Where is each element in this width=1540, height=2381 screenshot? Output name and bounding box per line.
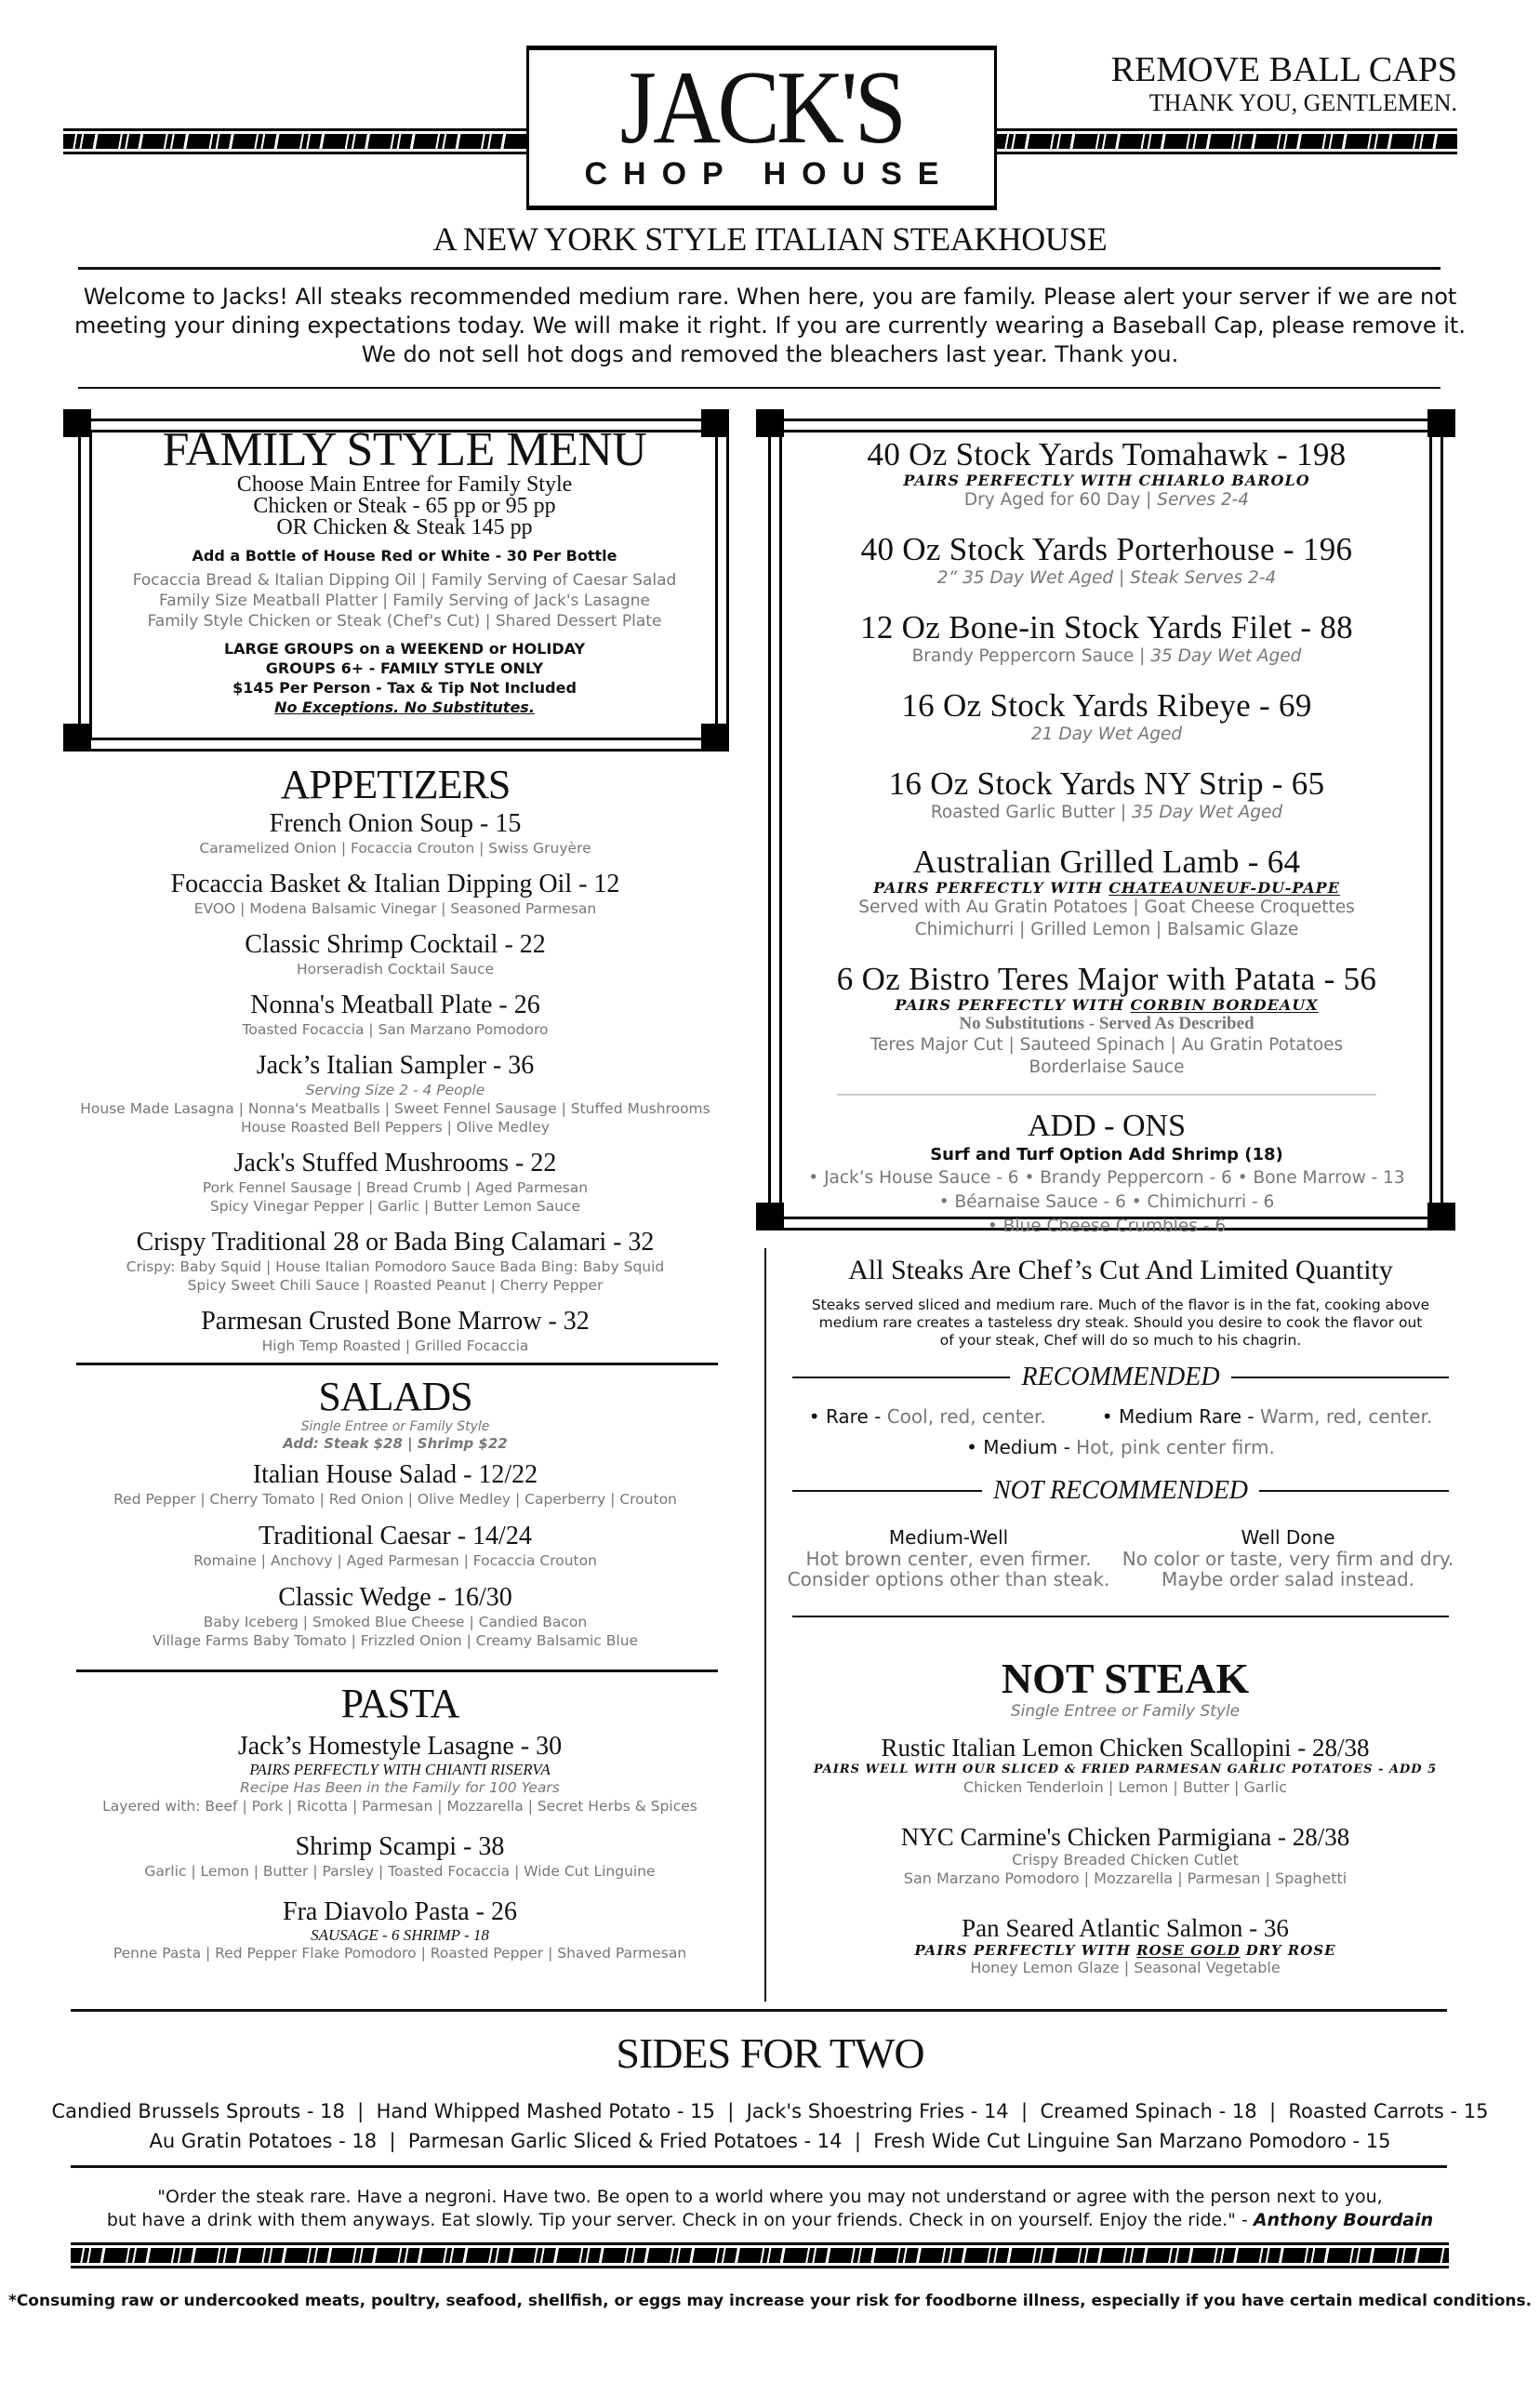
quote-line: "Order the steak rare. Have a negroni. Have two. Be open to a world where you may not understand or agree with the person next to you, — [157, 2187, 1383, 2207]
decorative-band-left — [63, 128, 528, 154]
menu-item — [56, 1228, 735, 1295]
doneness-desc: Hot brown center, even firmer. — [805, 1548, 1092, 1570]
caps-title: REMOVE BALL CAPS — [1110, 50, 1457, 89]
item-description: Village Farms Baby Tomato | Frizzled Onion | Creamy Balsamic Blue — [152, 1632, 639, 1649]
rule — [792, 1616, 1449, 1617]
steak-description — [781, 1034, 1432, 1057]
menu-item — [56, 1522, 735, 1570]
steak-description — [781, 567, 1432, 590]
steak-name: 16 Oz Stock Yards Ribeye - 69 — [901, 687, 1312, 724]
rule — [1231, 1377, 1449, 1378]
steak-description — [781, 897, 1432, 919]
rule — [792, 1490, 982, 1492]
family-title: FAMILY STYLE MENU — [162, 423, 647, 476]
item-pairing — [781, 1942, 1469, 1959]
not-recommended-list — [781, 1526, 1460, 1590]
corner-square — [756, 1203, 784, 1230]
caps-subtitle: THANK YOU, GENTLEMEN. — [1148, 89, 1457, 116]
rule — [1259, 1490, 1449, 1492]
desc-normal: Served with Au Gratin Potatoes | Goat Cheese Croquettes — [858, 898, 1355, 917]
welcome-line: meeting your dining expectations today. We will make it right. If you are currently wearing a Baseball Cap, please remove it. — [74, 313, 1466, 339]
doneness-name: Well Done — [1241, 1526, 1335, 1549]
pairing-prefix: PAIRS PERFECTLY WITH — [914, 1942, 1137, 1959]
item-description: Toasted Focaccia | San Marzano Pomodoro — [242, 1021, 549, 1038]
section-title: SALADS — [318, 1374, 472, 1419]
steak-item — [781, 688, 1432, 746]
family-wine: Add a Bottle of House Red or White - 30 Per Bottle — [192, 547, 617, 565]
item-name: Fra Diavolo Pasta - 26 — [283, 1897, 517, 1926]
decorative-band-bottom — [71, 2242, 1449, 2268]
steak-item — [781, 845, 1432, 941]
corner-square — [701, 724, 729, 752]
section-title: APPETIZERS — [280, 762, 511, 807]
doneness-name: Medium Rare — [1118, 1405, 1242, 1428]
item-subtitle: Serving Size 2 - 4 People — [305, 1082, 485, 1098]
item-name: Focaccia Basket & Italian Dipping Oil - 12 — [170, 870, 620, 898]
family-include-line: Family Style Chicken or Steak (Chef's Cut) | Shared Dessert Plate — [147, 612, 662, 631]
menu-item — [781, 1734, 1469, 1797]
doneness-title: All Steaks Are Chef’s Cut And Limited Quantity — [848, 1255, 1393, 1285]
menu-item — [56, 1307, 735, 1355]
item-description: Chicken Tenderloin | Lemon | Butter | Garlic — [963, 1778, 1287, 1796]
menu-item — [56, 870, 735, 918]
sides-section — [0, 2028, 1540, 2156]
desc-normal: Borderlaise Sauce — [1029, 1057, 1185, 1077]
doneness-item: • Medium - Hot, pink center firm. — [966, 1436, 1275, 1458]
doneness-desc: Hot, pink center firm. — [1076, 1436, 1275, 1458]
menu-item — [56, 1583, 735, 1650]
steak-item — [781, 610, 1432, 668]
item-description: Honey Lemon Glaze | Seasonal Vegetable — [970, 1959, 1281, 1976]
doneness-name: Medium-Well — [888, 1526, 1009, 1549]
doneness-item: • Rare - Cool, red, center. — [808, 1405, 1046, 1428]
doneness-item — [788, 1526, 1110, 1590]
desc-normal: Roasted Garlic Butter | — [930, 803, 1132, 822]
decorative-band-right — [995, 128, 1457, 154]
item-description: Caramelized Onion | Focaccia Crouton | Swiss Gruyère — [199, 840, 591, 857]
steak-item — [781, 962, 1432, 1079]
pairing-prefix: PAIRS PERFECTLY WITH — [873, 879, 1109, 897]
doneness-desc: Cool, red, center. — [886, 1405, 1046, 1428]
food-safety-footnote: *Consuming raw or undercooked meats, poultry, seafood, shellfish, or eggs may increase your risk for foodborne illness, especially if you have certain medical conditions. — [7, 2292, 1533, 2310]
item-name: Shrimp Scampi - 38 — [295, 1832, 505, 1861]
steak-name: 40 Oz Stock Yards Porterhouse - 196 — [860, 531, 1353, 567]
doneness-desc: Maybe order salad instead. — [1162, 1568, 1415, 1590]
family-include-line: Family Size Meatball Platter | Family Serving of Jack's Lasagne — [158, 592, 650, 610]
quote — [0, 2186, 1540, 2232]
item-pairing — [781, 472, 1432, 489]
item-name: Jack’s Italian Sampler - 36 — [256, 1051, 535, 1080]
steak-description — [781, 802, 1432, 824]
item-description: Layered with: Beef | Pork | Ricotta | Parmesan | Mozzarella | Secret Herbs & Spices — [102, 1798, 697, 1815]
menu-item — [56, 1460, 735, 1509]
quote-text: but have a drink with them anyways. Eat slowly. Tip your server. Check in on your friends. Check in on yourself. Enjoy the ride." - — [106, 2210, 1254, 2230]
steak-name: 40 Oz Stock Yards Tomahawk - 198 — [867, 436, 1347, 472]
item-description: Spicy Sweet Chili Sauce | Roasted Peanut | Cherry Pepper — [187, 1277, 604, 1294]
column-divider — [764, 1248, 766, 2002]
family-price-line: Choose Main Entree for Family Style — [236, 472, 573, 497]
item-name: Parmesan Crusted Bone Marrow - 32 — [201, 1307, 590, 1336]
steak-description — [781, 645, 1432, 668]
pairing-prefix: PAIRS PERFECTLY WITH CHIARLO BAROLO — [903, 472, 1310, 489]
family-groups — [93, 639, 716, 717]
corner-square — [756, 409, 784, 437]
logo-main-text: JACK'S — [619, 50, 904, 166]
item-name: French Onion Soup - 15 — [269, 809, 522, 838]
item-name: Jack’s Homestyle Lasagne - 30 — [237, 1732, 563, 1761]
item-pairing: SAUSAGE - 6 SHRIMP - 18 — [311, 1926, 489, 1944]
doneness-item — [1122, 1526, 1454, 1590]
item-description: Penne Pasta | Red Pepper Flake Pomodoro | Roasted Pepper | Shaved Parmesan — [113, 1945, 687, 1962]
divider — [76, 1669, 718, 1672]
item-description: Spicy Vinegar Pepper | Garlic | Butter Lemon Sauce — [209, 1198, 581, 1215]
sides-row: Au Gratin Potatoes - 18 | Parmesan Garlic Sliced & Fried Potatoes - 14 | Fresh Wide Cut Linguine San Marzano Pomodoro - 15 — [149, 2130, 1391, 2152]
salads-section — [56, 1375, 735, 1663]
corner-square — [1427, 409, 1455, 437]
steak-description — [781, 489, 1432, 512]
desc-normal: Chimichurri | Grilled Lemon | Balsamic Glaze — [914, 920, 1299, 939]
item-description: Romaine | Anchovy | Aged Parmesan | Focaccia Crouton — [193, 1552, 597, 1569]
menu-item — [56, 991, 735, 1039]
family-group-line: GROUPS 6+ - FAMILY STYLE ONLY — [265, 659, 544, 677]
item-name: Pan Seared Atlantic Salmon - 36 — [962, 1914, 1289, 1942]
item-name: Jack's Stuffed Mushrooms - 22 — [233, 1149, 557, 1177]
item-name: Classic Shrimp Cocktail - 22 — [245, 930, 546, 959]
welcome-line: We do not sell hot dogs and removed the bleachers last year. Thank you. — [361, 341, 1179, 367]
section-separator — [792, 1476, 1449, 1506]
item-description: Baby Iceberg | Smoked Blue Cheese | Candied Bacon — [203, 1614, 588, 1630]
steak-description — [781, 1057, 1432, 1079]
menu-item — [56, 1897, 744, 1962]
desc-italic: Serves 2-4 — [1157, 490, 1250, 510]
intro-line: medium rare creates a tasteless dry steak. Should you desire to cook the flavor out — [818, 1314, 1423, 1331]
item-pairing — [781, 880, 1432, 897]
section-title: NOT STEAK — [1001, 1655, 1250, 1702]
item-description: Crispy Breaded Chicken Cutlet — [1012, 1851, 1239, 1869]
pairing-prefix: PAIRS PERFECTLY WITH — [895, 996, 1131, 1014]
doneness-desc: No color or taste, very firm and dry. — [1122, 1548, 1454, 1570]
steak-description — [781, 724, 1432, 746]
ball-cap-notice — [1111, 50, 1457, 117]
steak-item — [781, 532, 1432, 590]
addon-line: • Béarnaise Sauce - 6 • Chimichurri - 6 — [938, 1192, 1275, 1212]
item-description: High Temp Roasted | Grilled Focaccia — [261, 1337, 529, 1354]
section-title: PASTA — [340, 1681, 459, 1726]
steak-note: No Substitutions - Served As Described — [959, 1014, 1255, 1033]
item-name: Traditional Caesar - 14/24 — [259, 1522, 532, 1550]
divider — [71, 2165, 1447, 2168]
welcome-line: Welcome to Jacks! All steaks recommended medium rare. When here, you are family. Please alert your server if we are not — [83, 284, 1457, 310]
steak-name: Australian Grilled Lamb - 64 — [912, 844, 1301, 880]
family-include-line: Focaccia Bread & Italian Dipping Oil | Family Serving of Caesar Salad — [132, 571, 677, 590]
item-subtitle: Recipe Has Been in the Family for 100 Years — [240, 1779, 560, 1796]
family-group-line: LARGE GROUPS on a WEEKEND or HOLIDAY — [223, 640, 586, 658]
steaks-content — [781, 437, 1432, 1239]
divider — [78, 267, 1440, 270]
divider — [71, 2009, 1447, 2012]
item-description: House Roasted Bell Peppers | Olive Medley — [240, 1119, 550, 1136]
addon-line: • Jack’s House Sauce - 6 • Brandy Peppercorn - 6 • Bone Marrow - 13 — [808, 1168, 1405, 1188]
corner-square — [63, 409, 91, 437]
item-pairing — [781, 1762, 1469, 1778]
addon-line: • Blue Cheese Crumbles - 6 — [987, 1217, 1227, 1236]
menu-item — [781, 1823, 1469, 1888]
item-description: Pork Fennel Sausage | Bread Crumb | Aged Parmesan — [202, 1179, 589, 1196]
family-style-content — [93, 423, 716, 717]
doneness-intro — [781, 1297, 1460, 1350]
desc-normal: Brandy Peppercorn Sauce | — [911, 646, 1151, 666]
doneness-desc: Consider options other than steak. — [787, 1568, 1110, 1590]
item-name: Rustic Italian Lemon Chicken Scallopini - 28/38 — [881, 1734, 1370, 1762]
pairing-wine: CORBIN BORDEAUX — [1130, 996, 1319, 1014]
intro-line: Steaks served sliced and medium rare. Much of the flavor is in the fat, cooking above — [811, 1297, 1430, 1313]
pairing-prefix: PAIRS WELL WITH OUR SLICED & FRIED PARMESAN GARLIC POTATOES - ADD 5 — [813, 1762, 1438, 1776]
appetizers-section — [56, 763, 735, 1367]
steak-description — [781, 919, 1432, 941]
item-name: Crispy Traditional 28 or Bada Bing Calamari - 32 — [136, 1228, 655, 1257]
item-description: House Made Lasagna | Nonna's Meatballs | Sweet Fennel Sausage | Stuffed Mushrooms — [80, 1100, 710, 1117]
rule — [792, 1377, 1010, 1378]
desc-normal: Teres Major Cut | Sauteed Spinach | Au Gratin Potatoes — [870, 1035, 1344, 1055]
menu-item — [56, 930, 735, 978]
pasta-section — [56, 1682, 744, 1979]
pairing-wine: CHATEAUNEUF-DU-PAPE — [1109, 879, 1340, 897]
item-description: San Marzano Pomodoro | Mozzarella | Parmesan | Spaghetti — [903, 1869, 1348, 1887]
item-description: Red Pepper | Cherry Tomato | Red Onion | Olive Medley | Caperberry | Crouton — [113, 1491, 677, 1508]
steak-name: 12 Oz Bone-in Stock Yards Filet - 88 — [860, 609, 1353, 645]
menu-item — [56, 1832, 744, 1881]
item-pairing — [781, 997, 1432, 1014]
no-exceptions: No Exceptions. No Substitutes. — [274, 698, 535, 716]
steak-name: 16 Oz Stock Yards NY Strip - 65 — [888, 765, 1325, 802]
addons-divider — [837, 1094, 1376, 1096]
doneness-section — [781, 1248, 1460, 1617]
item-pairing: PAIRS PERFECTLY WITH CHIANTI RISERVA — [249, 1761, 551, 1778]
pairing-suffix: DRY ROSE — [1240, 1942, 1336, 1959]
salads-note: Single Entree or Family Style — [300, 1419, 490, 1434]
menu-item — [56, 1732, 744, 1816]
sides-row: Candied Brussels Sprouts - 18 | Hand Whipped Mashed Potato - 15 | Jack's Shoestring Fries - 14 | Creamed Spinach - 18 | Roasted Carrots - 15 — [51, 2100, 1489, 2122]
divider — [78, 387, 1440, 389]
steak-name: 6 Oz Bistro Teres Major with Patata - 56 — [836, 961, 1377, 997]
item-name: Italian House Salad - 12/22 — [252, 1460, 538, 1489]
menu-item — [56, 1149, 735, 1216]
desc-italic: 35 Day Wet Aged — [1131, 803, 1283, 822]
doneness-name: Medium — [983, 1436, 1058, 1458]
item-description: EVOO | Modena Balsamic Vinegar | Seasoned Parmesan — [193, 900, 597, 917]
welcome-message — [0, 283, 1540, 369]
item-name: Nonna's Meatball Plate - 26 — [250, 991, 540, 1019]
item-description: Horseradish Cocktail Sauce — [296, 961, 495, 978]
tagline: A NEW YORK STYLE ITALIAN STEAKHOUSE — [432, 220, 1108, 258]
intro-line: of your steak, Chef will do so much to his chagrin. — [939, 1332, 1302, 1349]
family-price-line: Chicken or Steak - 65 pp or 95 pp — [253, 494, 556, 518]
family-price-line: OR Chicken & Steak 145 pp — [276, 515, 533, 539]
addons-title: ADD - ONS — [1028, 1109, 1186, 1143]
recommended-list — [781, 1402, 1460, 1463]
steak-item — [781, 437, 1432, 512]
menu-item — [56, 809, 735, 858]
family-group-line: $145 Per Person - Tax & Tip Not Included — [232, 679, 577, 697]
corner-square — [63, 724, 91, 752]
desc-normal: Dry Aged for 60 Day | — [963, 490, 1158, 510]
item-name: Classic Wedge - 16/30 — [278, 1583, 512, 1612]
item-name: NYC Carmine's Chicken Parmigiana - 28/38 — [900, 1823, 1350, 1851]
doneness-desc: Warm, red, center. — [1260, 1405, 1433, 1428]
steak-item — [781, 766, 1432, 824]
logo — [526, 46, 997, 210]
pairing-wine: ROSE GOLD — [1136, 1942, 1241, 1959]
salads-add: Add: Steak $28 | Shrimp $22 — [283, 1435, 508, 1452]
separator-label: RECOMMENDED — [1021, 1363, 1220, 1391]
menu-item — [56, 1051, 735, 1137]
doneness-name: Rare — [825, 1405, 869, 1428]
not-steak-section — [781, 1656, 1469, 2003]
desc-italic: 35 Day Wet Aged — [1150, 646, 1302, 666]
addons-surf: Surf and Turf Option Add Shrimp (18) — [930, 1145, 1283, 1164]
item-description: Garlic | Lemon | Butter | Parsley | Toasted Focaccia | Wide Cut Linguine — [144, 1863, 656, 1880]
family-includes — [93, 570, 716, 632]
logo-sub-text: CHOP HOUSE — [584, 156, 955, 192]
separator-label: NOT RECOMMENDED — [992, 1476, 1249, 1505]
quote-line — [0, 2209, 1540, 2232]
doneness-item: • Medium Rare - Warm, red, center. — [1101, 1405, 1433, 1428]
section-separator — [792, 1363, 1449, 1392]
desc-italic: 2” 35 Day Wet Aged | Steak Serves 2-4 — [936, 568, 1277, 588]
menu-item — [781, 1914, 1469, 1977]
not-steak-note: Single Entree or Family Style — [1010, 1702, 1241, 1721]
quote-author: Anthony Bourdain — [1253, 2210, 1434, 2230]
item-description: Crispy: Baby Squid | House Italian Pomodoro Sauce Bada Bing: Baby Squid — [126, 1258, 665, 1275]
section-title: SIDES FOR TWO — [616, 2029, 924, 2077]
divider — [76, 1363, 718, 1365]
desc-italic: 21 Day Wet Aged — [1030, 725, 1183, 744]
